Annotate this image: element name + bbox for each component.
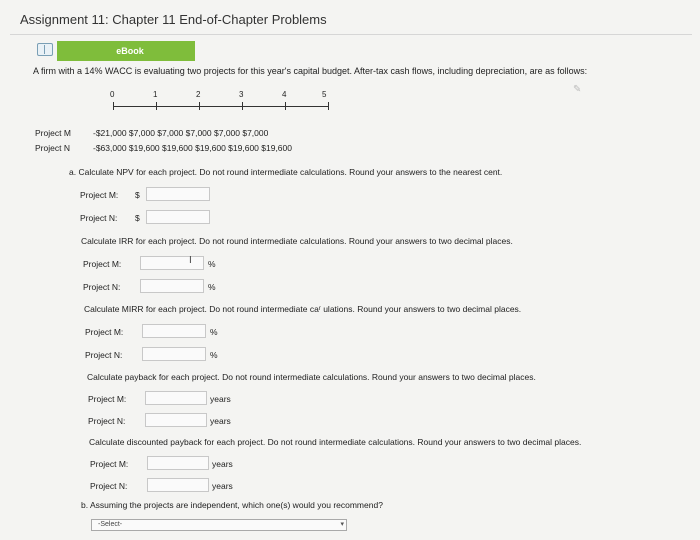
mirr-m-percent: % <box>210 327 218 337</box>
mirr-m-label: Project M: <box>85 327 124 337</box>
payback-n-input[interactable] <box>145 413 207 427</box>
problem-intro: A firm with a 14% WACC is evaluating two projects for this year's capital budget. After-tax cash flows, including depreciation, are as follows: <box>33 66 588 76</box>
period-label: 1 <box>153 90 158 99</box>
dpayback-m-label: Project M: <box>90 459 129 469</box>
period-label: 4 <box>282 90 287 99</box>
dpayback-m-years: years <box>212 459 233 469</box>
project-n-flows: -$63,000 $19,600 $19,600 $19,600 $19,600 $19,600 <box>93 143 292 153</box>
dpayback-m-input[interactable] <box>147 456 209 470</box>
mirr-m-input[interactable] <box>142 324 206 338</box>
irr-m-input[interactable] <box>140 256 204 270</box>
dpayback-n-label: Project N: <box>90 481 128 491</box>
npv-n-input[interactable] <box>146 210 210 224</box>
chevron-down-icon: ▾ <box>340 521 344 528</box>
page-title: Assignment 11: Chapter 11 End-of-Chapter Problems <box>20 12 327 27</box>
project-m-name: Project M <box>35 128 71 138</box>
timeline-tick <box>285 102 286 110</box>
irr-m-percent: % <box>208 259 216 269</box>
npv-m-label: Project M: <box>80 190 119 200</box>
irr-n-percent: % <box>208 282 216 292</box>
recommend-select-value: -Select- <box>98 521 123 528</box>
ebook-button[interactable]: eBook <box>57 41 195 61</box>
period-label: 0 <box>110 90 115 99</box>
recommend-prompt: b. Assuming the projects are independent, which one(s) would you recommend? <box>81 500 383 510</box>
text-cursor-icon: I <box>189 255 192 266</box>
payback-m-label: Project M: <box>88 394 127 404</box>
npv-m-dollar: $ <box>135 190 140 200</box>
period-label: 2 <box>196 90 201 99</box>
irr-prompt: Calculate IRR for each project. Do not round intermediate calculations. Round your answers to two decimal places. <box>81 236 513 246</box>
payback-n-years: years <box>210 416 231 426</box>
timeline-axis <box>113 106 329 107</box>
discounted-payback-prompt: Calculate discounted payback for each project. Do not round intermediate calculations. Round your answers to two decimal places. <box>89 437 582 447</box>
npv-m-input[interactable] <box>146 187 210 201</box>
period-label: 3 <box>239 90 244 99</box>
dpayback-n-input[interactable] <box>147 478 209 492</box>
timeline-tick <box>328 102 329 110</box>
mirr-n-label: Project N: <box>85 350 123 360</box>
npv-n-dollar: $ <box>135 213 140 223</box>
mirr-n-percent: % <box>210 350 218 360</box>
period-label: 5 <box>322 90 327 99</box>
mirr-prompt: Calculate MIRR for each project. Do not round intermediate caʳ ulations. Round your answers to two decimal places. <box>84 304 522 314</box>
book-icon[interactable] <box>37 43 53 56</box>
timeline-tick <box>113 102 114 110</box>
project-n-name: Project N <box>35 143 70 153</box>
irr-m-label: Project M: <box>83 259 122 269</box>
project-m-flows: -$21,000 $7,000 $7,000 $7,000 $7,000 $7,000 <box>93 128 269 138</box>
pencil-icon: ✎ <box>573 84 582 95</box>
recommend-select[interactable] <box>91 519 347 531</box>
payback-m-input[interactable] <box>145 391 207 405</box>
timeline-tick <box>242 102 243 110</box>
dpayback-n-years: years <box>212 481 233 491</box>
npv-prompt: a. Calculate NPV for each project. Do not round intermediate calculations. Round your answers to the nearest cent. <box>69 167 503 177</box>
npv-n-label: Project N: <box>80 213 118 223</box>
header-divider <box>10 34 692 35</box>
payback-n-label: Project N: <box>88 416 126 426</box>
timeline-tick <box>156 102 157 110</box>
payback-prompt: Calculate payback for each project. Do not round intermediate calculations. Round your answers to two decimal places. <box>87 372 536 382</box>
timeline-tick <box>199 102 200 110</box>
mirr-n-input[interactable] <box>142 347 206 361</box>
irr-n-label: Project N: <box>83 282 121 292</box>
irr-n-input[interactable] <box>140 279 204 293</box>
payback-m-years: years <box>210 394 231 404</box>
